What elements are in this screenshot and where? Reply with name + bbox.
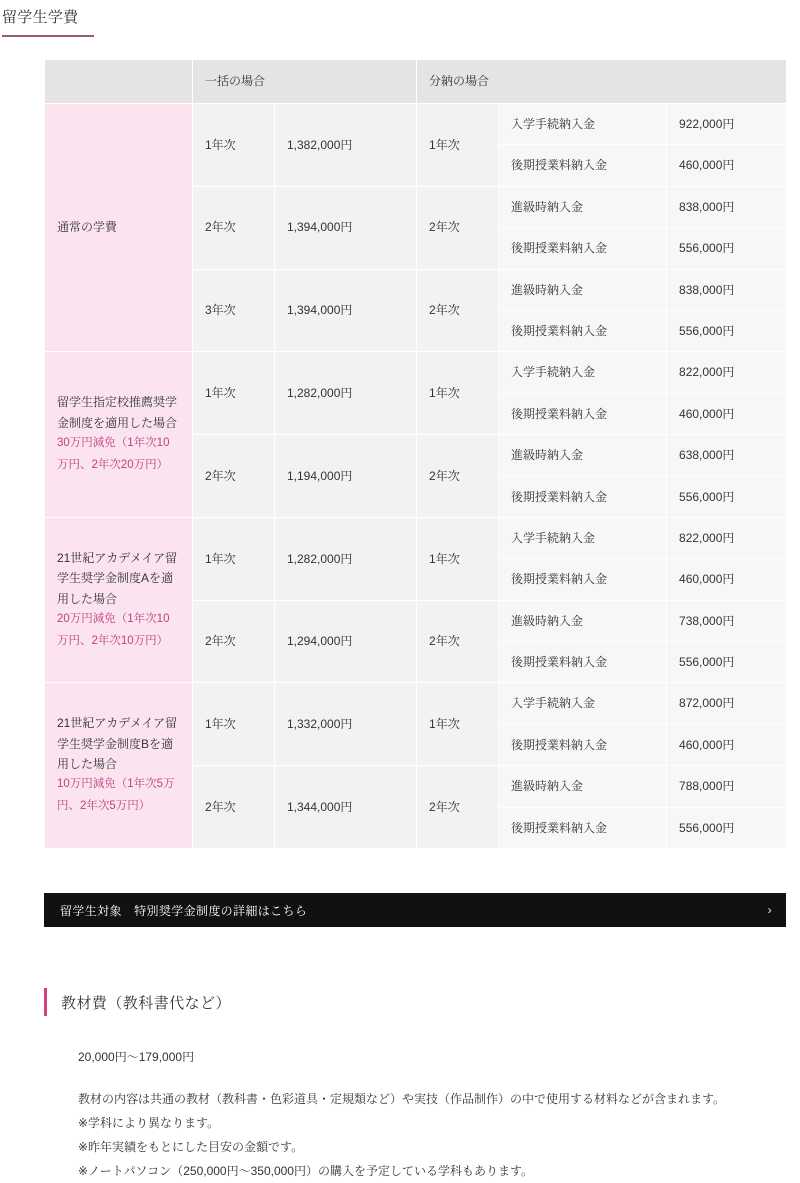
category-cell [45, 517, 193, 683]
installment-item-label: 入学手続納入金 [499, 352, 667, 393]
category-label: 21世紀アカデメイア留学生奨学金制度Aを適用した場合 [57, 550, 178, 606]
installment-item-label: 進級時納入金 [499, 600, 667, 641]
category-label: 21世紀アカデメイア留学生奨学金制度Bを適用した場合 [57, 716, 178, 772]
installment-item-label: 後期授業料納入金 [499, 642, 667, 683]
installment-item-label: 入学手続納入金 [499, 517, 667, 558]
installment-item-amount: 922,000円 [667, 104, 787, 145]
scholarship-detail-banner[interactable] [44, 893, 786, 927]
category-cell [45, 104, 193, 352]
category-label: 留学生指定校推薦奨学金制度を適用した場合 [57, 395, 178, 430]
materials-note-1: ※学科により異なります。 [78, 1116, 220, 1131]
materials-section-heading [44, 987, 800, 1017]
materials-note-2: ※昨年実績をもとにした目安の金額です。 [78, 1140, 304, 1155]
lump-year-cell: 1年次 [193, 517, 275, 600]
banner-label: 留学生対象 特別奨学金制度の詳細はこちら [60, 903, 308, 918]
lump-year-cell: 2年次 [193, 435, 275, 518]
installment-item-amount: 822,000円 [667, 352, 787, 393]
page-title-underline [2, 35, 94, 37]
table-header-row [45, 60, 787, 104]
fee-table-wrapper [44, 59, 784, 849]
installment-item-amount: 460,000円 [667, 393, 787, 434]
installment-item-amount: 460,000円 [667, 724, 787, 765]
category-discount-note: 20万円減免（1年次10万円、2年次10万円） [57, 612, 170, 647]
lump-amount-cell: 1,394,000円 [275, 269, 417, 352]
installment-year-cell: 1年次 [417, 352, 499, 435]
installment-year-cell: 2年次 [417, 435, 499, 518]
lump-amount-cell: 1,344,000円 [275, 766, 417, 849]
installment-item-amount: 460,000円 [667, 145, 787, 186]
lump-amount-cell: 1,294,000円 [275, 600, 417, 683]
installment-item-label: 進級時納入金 [499, 766, 667, 807]
installment-item-amount: 556,000円 [667, 228, 787, 269]
table-header [45, 60, 787, 104]
installment-item-label: 後期授業料納入金 [499, 807, 667, 848]
lump-amount-cell: 1,194,000円 [275, 435, 417, 518]
installment-item-label: 後期授業料納入金 [499, 724, 667, 765]
lump-year-cell: 1年次 [193, 683, 275, 766]
installment-item-label: 進級時納入金 [499, 269, 667, 310]
installment-item-amount: 556,000円 [667, 310, 787, 351]
category-label: 通常の学費 [57, 220, 118, 235]
installment-year-cell: 2年次 [417, 766, 499, 849]
materials-section-body [78, 1045, 800, 1183]
installment-year-cell: 2年次 [417, 269, 499, 352]
materials-note-3: ※ノートパソコン（250,000円〜350,000円）の購入を予定している学科もあります。 [78, 1164, 534, 1179]
installment-item-label: 後期授業料納入金 [499, 228, 667, 269]
installment-year-cell: 2年次 [417, 600, 499, 683]
installment-item-label: 進級時納入金 [499, 435, 667, 476]
lump-amount-cell: 1,282,000円 [275, 352, 417, 435]
chevron-right-icon: › [767, 903, 772, 918]
installment-year-cell: 2年次 [417, 186, 499, 269]
tuition-fee-table [44, 59, 787, 849]
lump-year-cell: 3年次 [193, 269, 275, 352]
lump-year-cell: 2年次 [193, 600, 275, 683]
installment-item-amount: 738,000円 [667, 600, 787, 641]
category-cell [45, 352, 193, 518]
materials-amount-range: 20,000円〜179,000円 [78, 1050, 195, 1065]
lump-year-cell: 2年次 [193, 186, 275, 269]
table-body [45, 104, 787, 849]
installment-item-amount: 556,000円 [667, 807, 787, 848]
materials-note-0: 教材の内容は共通の教材（教科書・色彩道具・定規類など）や実技（作品制作）の中で使用する材料などが含まれます。 [78, 1092, 726, 1107]
page-title: 留学生学費 [2, 9, 79, 26]
category-cell [45, 683, 193, 849]
section-title: 教材費（教科書代など） [61, 994, 231, 1012]
installment-item-label: 入学手続納入金 [499, 104, 667, 145]
installment-item-amount: 638,000円 [667, 435, 787, 476]
table-row [45, 104, 787, 145]
installment-item-label: 後期授業料納入金 [499, 310, 667, 351]
installment-item-label: 入学手続納入金 [499, 683, 667, 724]
lump-year-cell: 1年次 [193, 352, 275, 435]
installment-item-label: 進級時納入金 [499, 186, 667, 227]
installment-item-amount: 460,000円 [667, 559, 787, 600]
installment-item-amount: 556,000円 [667, 476, 787, 517]
lump-amount-cell: 1,332,000円 [275, 683, 417, 766]
lump-amount-cell: 1,394,000円 [275, 186, 417, 269]
installment-item-label: 後期授業料納入金 [499, 145, 667, 186]
table-row [45, 352, 787, 393]
installment-item-label: 後期授業料納入金 [499, 393, 667, 434]
installment-year-cell: 1年次 [417, 683, 499, 766]
installment-item-amount: 822,000円 [667, 517, 787, 558]
installment-item-amount: 788,000円 [667, 766, 787, 807]
header-blank [45, 60, 193, 104]
installment-item-amount: 556,000円 [667, 642, 787, 683]
installment-item-label: 後期授業料納入金 [499, 476, 667, 517]
lump-year-cell: 1年次 [193, 104, 275, 187]
lump-amount-cell: 1,382,000円 [275, 104, 417, 187]
header-lump-sum: 一括の場合 [193, 60, 417, 104]
category-discount-note: 30万円減免（1年次10万円、2年次20万円） [57, 437, 170, 472]
installment-year-cell: 1年次 [417, 104, 499, 187]
table-row [45, 517, 787, 558]
section-accent-bar [44, 988, 47, 1016]
header-installment: 分納の場合 [417, 60, 787, 104]
category-discount-note: 10万円減免（1年次5万円、2年次5万円） [57, 778, 175, 813]
table-row [45, 683, 787, 724]
lump-year-cell: 2年次 [193, 766, 275, 849]
installment-item-label: 後期授業料納入金 [499, 559, 667, 600]
installment-year-cell: 1年次 [417, 517, 499, 600]
lump-amount-cell: 1,282,000円 [275, 517, 417, 600]
installment-item-amount: 838,000円 [667, 186, 787, 227]
installment-item-amount: 872,000円 [667, 683, 787, 724]
installment-item-amount: 838,000円 [667, 269, 787, 310]
